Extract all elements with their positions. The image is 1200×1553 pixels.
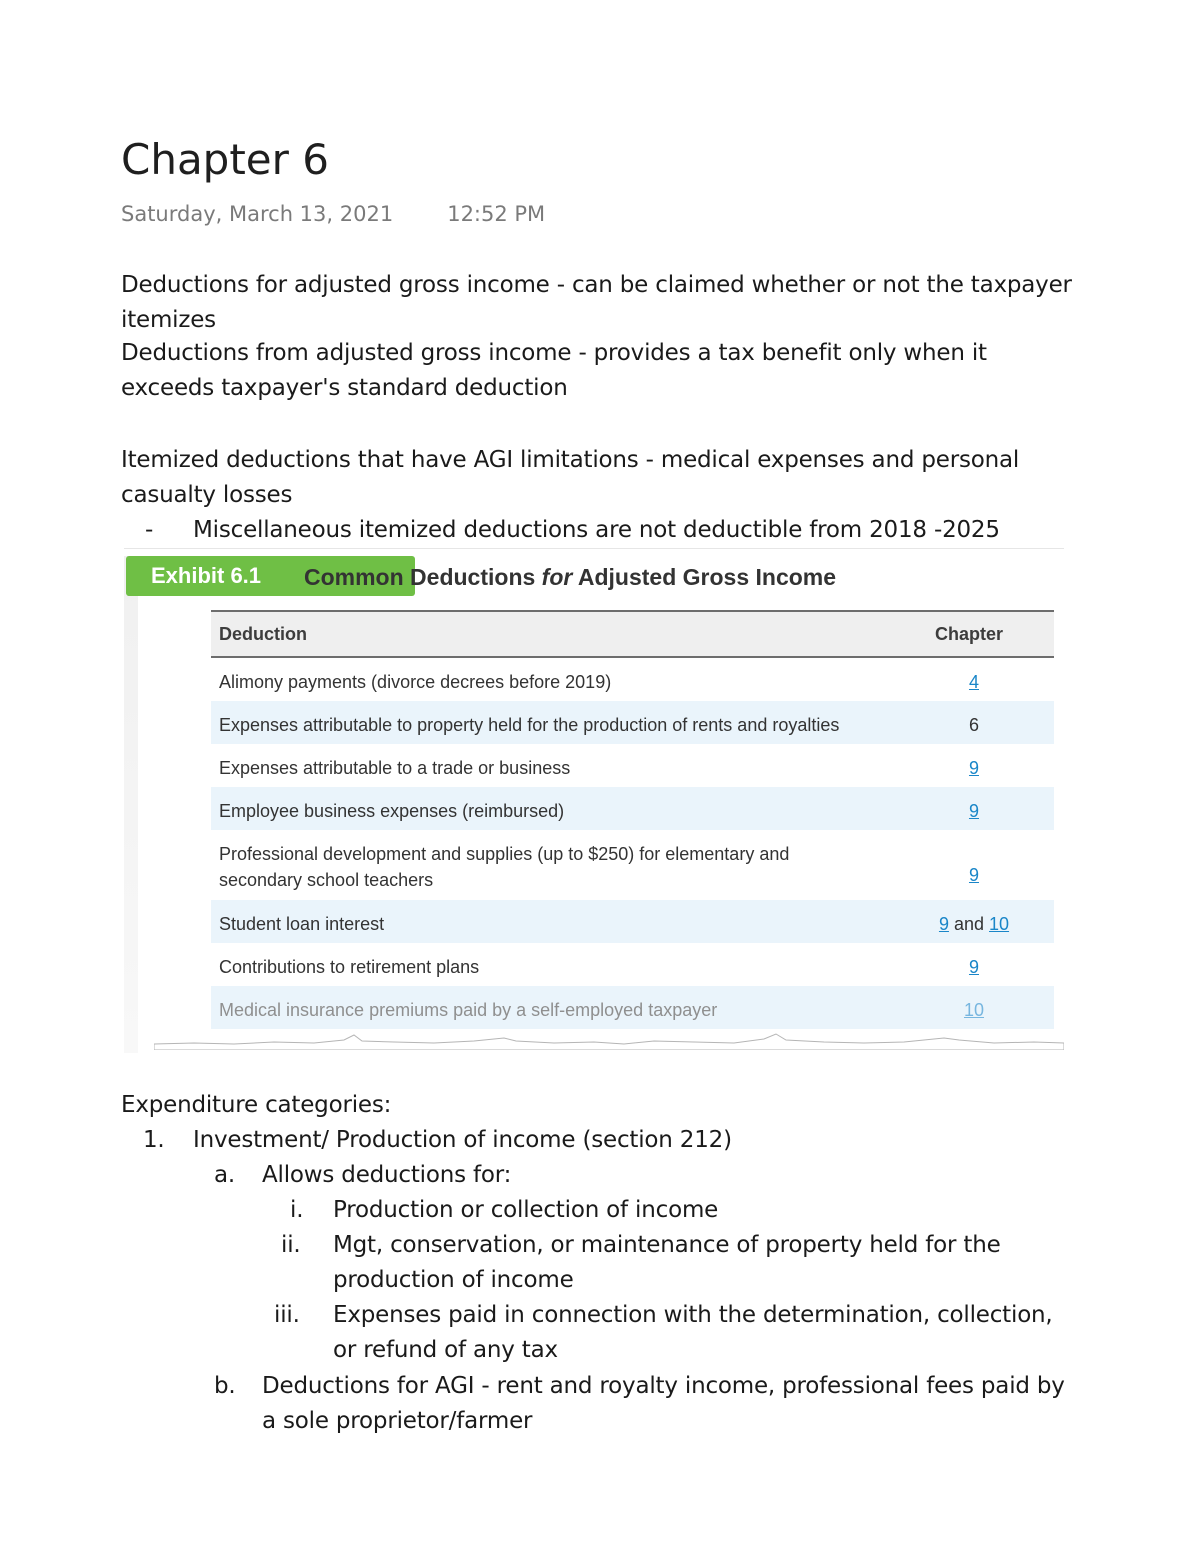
exhibit-title-part1: Common Deductions	[304, 564, 542, 590]
list-marker-ii: ii.	[281, 1232, 301, 1258]
row-deduction: Contributions to retirement plans	[219, 957, 480, 977]
page-time: 12:52 PM	[447, 202, 546, 226]
chapter-link[interactable]: 9	[968, 801, 979, 821]
row-deduction-line1: Professional development and supplies (up to $250) for elementary and	[219, 844, 790, 864]
table-row	[211, 744, 1054, 787]
para-from-agi-line1: Deductions from adjusted gross income - provides a tax benefit only when it	[121, 340, 987, 366]
list-marker-b: b.	[214, 1373, 236, 1399]
list-item-production: Production or collection of income	[333, 1197, 719, 1223]
para-agi-limits-line1: Itemized deductions that have AGI limitations - medical expenses and personal	[121, 447, 1020, 473]
chapter-link[interactable]: 4	[968, 672, 979, 692]
table-row	[211, 787, 1054, 830]
list-item-for-agi-line2: a sole proprietor/farmer	[262, 1408, 533, 1434]
chapter-link[interactable]: 10	[963, 1000, 985, 1020]
expenditure-heading: Expenditure categories:	[121, 1092, 392, 1118]
chapter-link[interactable]: 9	[968, 957, 979, 977]
bullet-misc-itemized: Miscellaneous itemized deductions are not deductible from 2018 -2025	[193, 517, 1000, 543]
exhibit-title	[304, 562, 836, 592]
exhibit-6-1	[124, 548, 1064, 1053]
table-row	[211, 943, 1054, 986]
chapter-join: and	[948, 914, 990, 934]
row-deduction: Alimony payments (divorce decrees before 2019)	[219, 672, 612, 692]
para-for-agi-line2: itemizes	[121, 307, 216, 333]
list-marker-a: a.	[214, 1162, 236, 1188]
deductions-table	[211, 610, 1054, 1029]
list-item-mgt-line2: production of income	[333, 1267, 574, 1293]
list-marker-i: i.	[290, 1197, 304, 1223]
para-from-agi-line2: exceeds taxpayer's standard deduction	[121, 375, 568, 401]
torn-edge-decoration	[154, 1026, 1064, 1050]
table-row	[211, 830, 1054, 900]
row-deduction-line2: secondary school teachers	[219, 870, 434, 890]
row-deduction: Medical insurance premiums paid by a self-employed taxpayer	[219, 1000, 718, 1020]
row-deduction: Student loan interest	[219, 914, 385, 934]
list-item-expenses-line2: or refund of any tax	[333, 1337, 558, 1363]
list-item-for-agi-line1: Deductions for AGI - rent and royalty income, professional fees paid by	[262, 1373, 1065, 1399]
table-row	[211, 986, 1054, 1029]
chapter-link[interactable]: 9	[938, 914, 949, 934]
header-chapter: Chapter	[934, 624, 1003, 644]
table-header	[211, 610, 1054, 658]
list-item-investment: Investment/ Production of income (section 212)	[193, 1127, 732, 1153]
exhibit-title-part2: Adjusted Gross Income	[572, 564, 837, 590]
page-title: Chapter 6	[121, 135, 329, 184]
chapter-link[interactable]: 9	[968, 758, 979, 778]
row-deduction: Employee business expenses (reimbursed)	[219, 801, 565, 821]
chapter-link[interactable]: 9	[968, 865, 979, 885]
table-row	[211, 658, 1054, 701]
list-marker-1: 1.	[143, 1127, 165, 1153]
row-deduction: Expenses attributable to property held for the production of rents and royalties	[219, 715, 840, 735]
bullet-marker: -	[145, 517, 154, 543]
table-row	[211, 701, 1054, 744]
list-item-allows-deductions: Allows deductions for:	[262, 1162, 512, 1188]
list-item-expenses-line1: Expenses paid in connection with the determination, collection,	[333, 1302, 1053, 1328]
para-agi-limits-line2: casualty losses	[121, 482, 293, 508]
page-date: Saturday, March 13, 2021	[121, 202, 394, 226]
row-deduction: Expenses attributable to a trade or business	[219, 758, 571, 778]
row-chapter: 6	[968, 715, 979, 735]
para-for-agi-line1: Deductions for adjusted gross income - can be claimed whether or not the taxpayer	[121, 272, 1072, 298]
exhibit-top-rule	[124, 548, 1064, 549]
table-row	[211, 900, 1054, 943]
chapter-link[interactable]: 10	[989, 914, 1010, 934]
page-timestamp	[121, 200, 545, 228]
list-item-mgt-line1: Mgt, conservation, or maintenance of property held for the	[333, 1232, 1001, 1258]
exhibit-left-margin	[124, 556, 138, 1053]
row-deduction	[219, 841, 789, 893]
exhibit-title-italic: for	[541, 564, 573, 590]
header-deduction: Deduction	[219, 624, 307, 644]
exhibit-badge: Exhibit 6.1	[126, 556, 415, 596]
list-marker-iii: iii.	[274, 1302, 300, 1328]
